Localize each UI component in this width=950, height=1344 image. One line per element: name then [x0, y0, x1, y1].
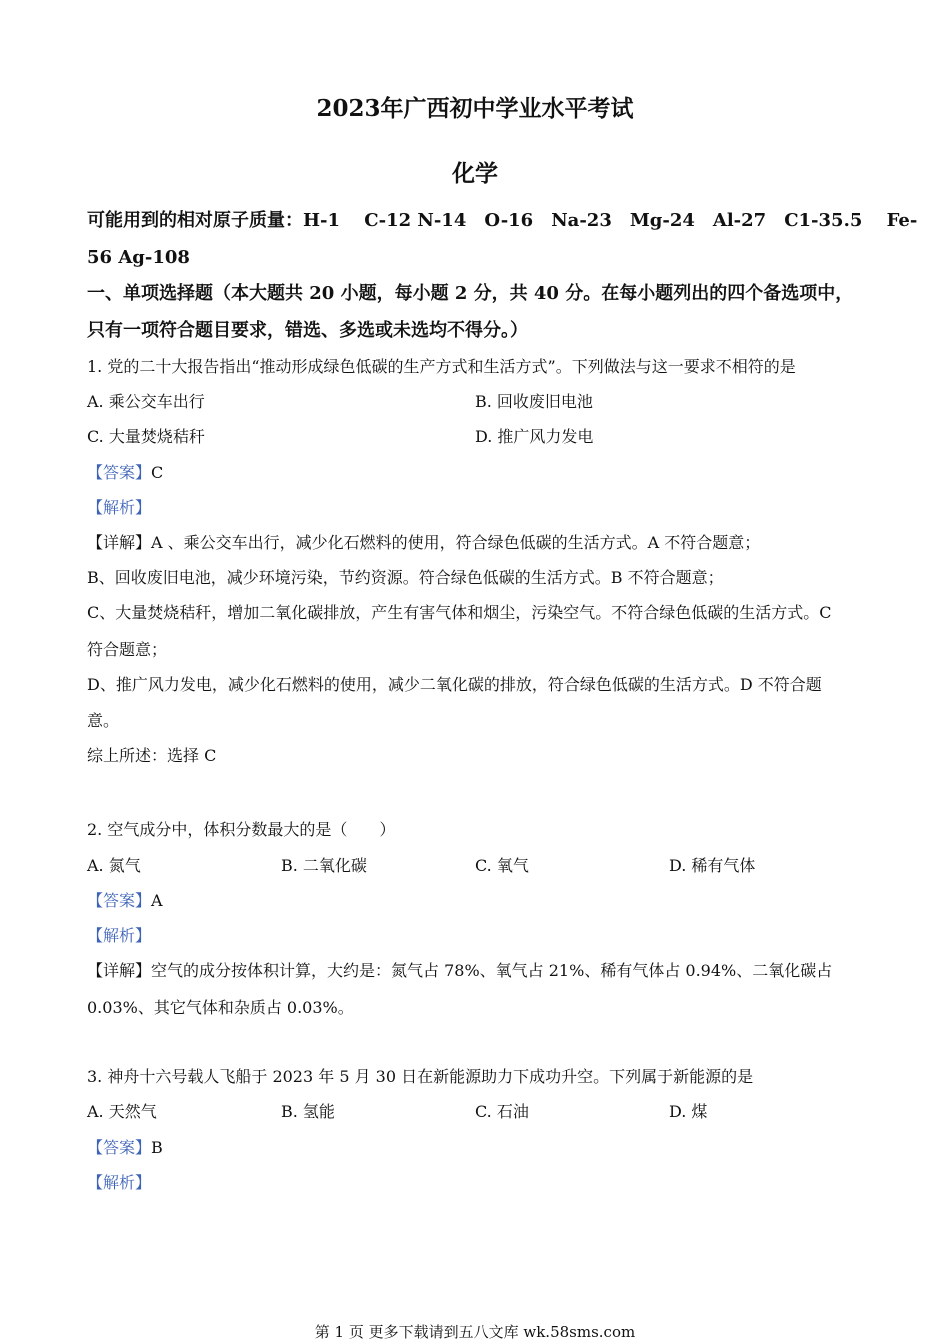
- q1-option-c: C. 大量焚烧秸秆: [87, 427, 205, 446]
- q2-option-a: A. 氮气: [87, 856, 141, 875]
- q1-summary: 综上所述：选择 C: [87, 746, 217, 765]
- q1-analysis-tag: 【解析】: [87, 498, 152, 517]
- atomic-mass-line-1: 可能用到的相对原子质量：H-1 C-12 N-14 O-16 Na-23 Mg-24 Al-27 C1-35.5 Fe-: [87, 210, 918, 231]
- section-heading-line-2: 只有一项符合题目要求，错选、多选或未选均不得分。）: [87, 320, 528, 341]
- subject-title: 化学: [452, 160, 498, 187]
- q3-option-d: D. 煤: [669, 1102, 708, 1121]
- answer-value: C: [151, 463, 164, 482]
- question-2-stem: 2. 空气成分中，体积分数最大的是（ ）: [87, 820, 396, 839]
- answer-tag: 【答案】: [87, 463, 152, 482]
- q1-detail-3b: 符合题意；: [87, 640, 168, 659]
- answer-value: A: [151, 891, 163, 910]
- q2-option-c: C. 氧气: [475, 856, 529, 875]
- page-footer: 第 1 页 更多下载请到五八文库 wk.58sms.com: [314, 1323, 636, 1341]
- q3-option-a: A. 天然气: [87, 1102, 157, 1121]
- q1-detail-3a: C、大量焚烧秸秆，增加二氧化碳排放，产生有害气体和烟尘，污染空气。不符合绿色低碳的生活方式。C: [87, 603, 832, 622]
- q1-answer: [87, 462, 864, 484]
- answer-tag: 【答案】: [87, 891, 152, 910]
- detail-text: A 、乘公交车出行，减少化石燃料的使用，符合绿色低碳的生活方式。A 不符合题意；: [151, 533, 761, 552]
- q1-option-a: A. 乘公交车出行: [87, 392, 205, 411]
- q3-option-b: B. 氢能: [281, 1102, 335, 1121]
- exam-title: 2023年广西初中学业水平考试: [316, 95, 634, 122]
- q1-option-b: B. 回收废旧电池: [475, 392, 593, 411]
- q2-detail-2: 0.03%、其它气体和杂质占 0.03%。: [87, 998, 354, 1017]
- question-1-stem: 1. 党的二十大报告指出“推动形成绿色低碳的生产方式和生活方式”。下列做法与这一要求不相符的是: [87, 357, 796, 376]
- detail-text: 空气的成分按体积计算，大约是：氮气占 78%、氧气占 21%、稀有气体占 0.94%、二氧化碳占: [151, 961, 833, 980]
- q1-detail-4a: D、推广风力发电，减少化石燃料的使用，减少二氧化碳的排放，符合绿色低碳的生活方式。D 不符合题: [87, 675, 822, 694]
- detail-tag: 【详解】: [87, 533, 152, 552]
- q1-detail-2: B、回收废旧电池，减少环境污染，节约资源。符合绿色低碳的生活方式。B 不符合题意；: [87, 568, 724, 587]
- answer-value: B: [151, 1138, 163, 1157]
- detail-tag: 【详解】: [87, 961, 152, 980]
- q3-analysis-tag: 【解析】: [87, 1173, 152, 1192]
- section-heading-line-1: 一、单项选择题（本大题共 20 小题，每小题 2 分，共 40 分。在每小题列出的四个备选项中，: [87, 283, 854, 304]
- q3-option-c: C. 石油: [475, 1102, 529, 1121]
- answer-tag: 【答案】: [87, 1138, 152, 1157]
- q3-answer: [87, 1137, 864, 1159]
- q1-option-d: D. 推广风力发电: [475, 427, 594, 446]
- q2-option-b: B. 二氧化碳: [281, 856, 367, 875]
- q2-analysis-tag: 【解析】: [87, 926, 152, 945]
- q2-answer: [87, 890, 864, 912]
- q1-detail-1: [87, 532, 864, 554]
- q1-detail-4b: 意。: [87, 711, 120, 730]
- atomic-mass-line-2: 56 Ag-108: [87, 247, 190, 268]
- question-3-stem: 3. 神舟十六号载人飞船于 2023 年 5 月 30 日在新能源助力下成功升空。下列属于新能源的是: [87, 1067, 754, 1086]
- q2-option-d: D. 稀有气体: [669, 856, 756, 875]
- q2-detail-1: [87, 960, 864, 982]
